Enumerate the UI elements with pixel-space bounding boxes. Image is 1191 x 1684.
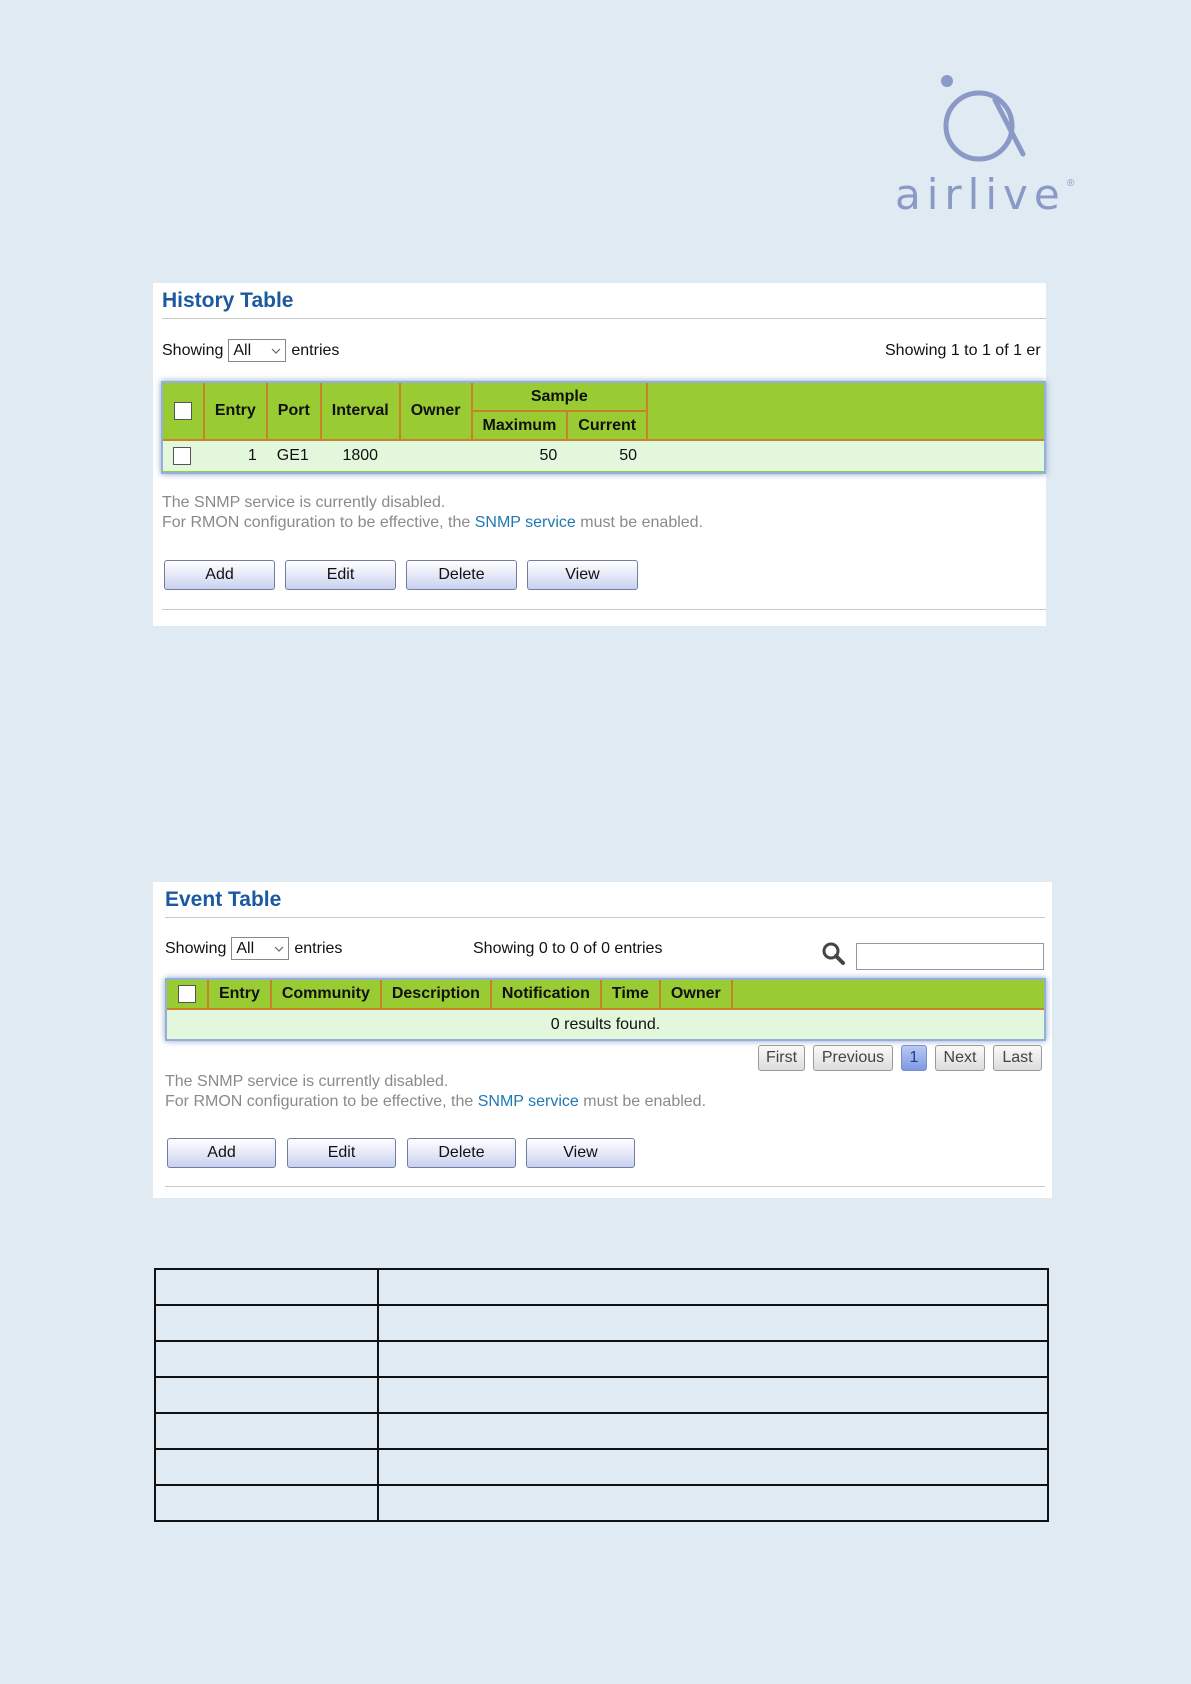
history-page-size xyxy=(162,339,339,362)
event-table-panel xyxy=(153,882,1052,1198)
divider xyxy=(165,1186,1045,1187)
entries-label: entries xyxy=(294,939,343,957)
table-cell xyxy=(378,1449,1048,1485)
col-sample: Sample xyxy=(472,383,648,411)
chevron-down-icon xyxy=(271,346,281,356)
search-input[interactable] xyxy=(856,943,1044,970)
select-all-checkbox[interactable] xyxy=(174,402,192,420)
cell-port: GE1 xyxy=(267,440,321,471)
page-size-select[interactable] xyxy=(231,937,289,960)
rmon-hint-pre: For RMON configuration to be effective, the xyxy=(165,1093,478,1110)
divider xyxy=(162,318,1046,319)
row-checkbox[interactable] xyxy=(173,447,191,465)
rmon-hint xyxy=(162,513,703,533)
rmon-hint-post: must be enabled. xyxy=(578,1093,707,1110)
empty-row xyxy=(167,1009,1044,1040)
col-current: Current xyxy=(567,411,647,440)
header-filler xyxy=(647,383,1044,440)
history-table-panel xyxy=(153,283,1046,626)
search-icon[interactable] xyxy=(821,941,847,967)
rmon-hint-pre: For RMON configuration to be effective, the xyxy=(162,514,475,531)
add-button[interactable]: Add xyxy=(164,560,275,590)
page-size-value: All xyxy=(236,939,255,957)
col-owner: Owner xyxy=(400,383,472,440)
col-interval: Interval xyxy=(321,383,400,440)
table-row xyxy=(155,1377,1048,1413)
rmon-hint-post: must be enabled. xyxy=(575,514,704,531)
col-description: Description xyxy=(381,980,491,1009)
edit-button[interactable]: Edit xyxy=(285,560,396,590)
showing-label: Showing xyxy=(162,341,224,359)
snmp-service-link[interactable]: SNMP service xyxy=(477,1093,579,1110)
event-summary: Showing 0 to 0 of 0 entries xyxy=(473,940,663,957)
add-button[interactable]: Add xyxy=(167,1138,276,1168)
table-row xyxy=(155,1449,1048,1485)
table-row[interactable] xyxy=(163,440,1044,471)
airlive-logo-mark xyxy=(895,70,1075,170)
page-size-value: All xyxy=(233,341,252,359)
page-size-select[interactable] xyxy=(228,339,286,362)
previous-page-button[interactable]: Previous xyxy=(813,1045,893,1071)
col-port: Port xyxy=(267,383,321,440)
event-page-size xyxy=(165,937,342,960)
col-entry: Entry xyxy=(204,383,267,440)
col-community: Community xyxy=(271,980,381,1009)
select-all-header xyxy=(163,383,204,440)
cell-current: 50 xyxy=(567,440,647,471)
row-filler xyxy=(647,440,1044,471)
table-cell xyxy=(155,1377,378,1413)
table-cell xyxy=(155,1269,378,1305)
history-grid xyxy=(161,381,1046,474)
history-snmp-note xyxy=(162,493,703,533)
table-cell xyxy=(378,1377,1048,1413)
col-entry: Entry xyxy=(208,980,271,1009)
table-cell xyxy=(155,1413,378,1449)
event-title: Event Table xyxy=(165,888,282,911)
last-page-button[interactable]: Last xyxy=(993,1045,1042,1071)
event-grid xyxy=(165,978,1046,1041)
divider xyxy=(165,917,1045,918)
entries-label: entries xyxy=(291,341,340,359)
delete-button[interactable]: Delete xyxy=(406,560,517,590)
registered-mark: ® xyxy=(1067,178,1075,189)
page-1-button[interactable]: 1 xyxy=(901,1045,927,1071)
col-notification: Notification xyxy=(491,980,601,1009)
table-row xyxy=(155,1485,1048,1521)
showing-label: Showing xyxy=(165,939,227,957)
view-button[interactable]: View xyxy=(527,560,638,590)
next-page-button[interactable]: Next xyxy=(935,1045,985,1071)
cell-entry: 1 xyxy=(204,440,267,471)
table-row xyxy=(155,1341,1048,1377)
table-cell xyxy=(155,1485,378,1521)
cell-owner xyxy=(400,440,472,471)
table-cell xyxy=(155,1341,378,1377)
col-owner: Owner xyxy=(660,980,732,1009)
edit-button[interactable]: Edit xyxy=(287,1138,396,1168)
cell-interval: 1800 xyxy=(321,440,400,471)
select-all-checkbox[interactable] xyxy=(178,985,196,1003)
table-cell xyxy=(378,1341,1048,1377)
view-button[interactable]: View xyxy=(526,1138,635,1168)
row-select-cell xyxy=(163,440,204,471)
parameter-table xyxy=(154,1268,1049,1522)
col-time: Time xyxy=(601,980,660,1009)
brand-name: airlive xyxy=(895,170,1066,219)
empty-message: 0 results found. xyxy=(167,1009,1044,1040)
table-row xyxy=(155,1305,1048,1341)
snmp-disabled-text: The SNMP service is currently disabled. xyxy=(162,494,446,511)
header-filler xyxy=(732,980,1044,1009)
table-cell xyxy=(378,1485,1048,1521)
event-snmp-note xyxy=(165,1072,706,1112)
chevron-down-icon xyxy=(274,944,284,954)
table-cell xyxy=(155,1449,378,1485)
history-title: History Table xyxy=(162,289,294,312)
table-row xyxy=(155,1413,1048,1449)
rmon-hint xyxy=(165,1092,706,1112)
snmp-service-link[interactable]: SNMP service xyxy=(474,514,576,531)
delete-button[interactable]: Delete xyxy=(407,1138,516,1168)
first-page-button[interactable]: First xyxy=(758,1045,805,1071)
table-cell xyxy=(378,1413,1048,1449)
table-cell xyxy=(378,1305,1048,1341)
divider xyxy=(162,609,1046,610)
snmp-disabled-text: The SNMP service is currently disabled. xyxy=(165,1073,449,1090)
table-cell xyxy=(378,1269,1048,1305)
airlive-logo xyxy=(895,70,1075,230)
history-summary: Showing 1 to 1 of 1 er xyxy=(885,342,1041,359)
table-cell xyxy=(155,1305,378,1341)
cell-maximum: 50 xyxy=(472,440,568,471)
col-maximum: Maximum xyxy=(472,411,568,440)
select-all-header xyxy=(167,980,208,1009)
table-row xyxy=(155,1269,1048,1305)
